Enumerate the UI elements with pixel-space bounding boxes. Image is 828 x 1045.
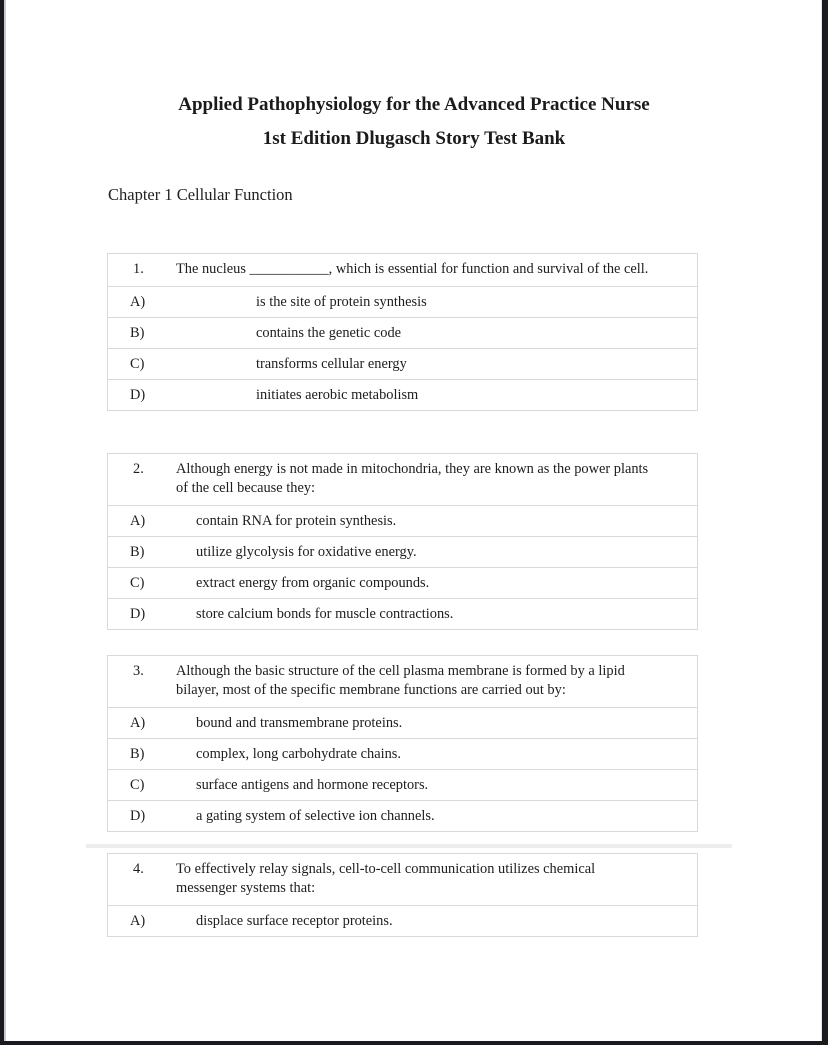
option-letter: C) xyxy=(130,776,145,793)
question-row xyxy=(108,254,697,287)
option-row xyxy=(108,349,697,380)
question-text: Although energy is not made in mitochondria, they are known as the power plants of the cell because they: xyxy=(176,461,649,496)
question-row xyxy=(108,454,697,506)
question-text: The nucleus ___________, which is essential for function and survival of the cell. xyxy=(176,261,649,277)
option-row xyxy=(108,739,697,770)
question-table-3 xyxy=(107,655,698,832)
option-letter: A) xyxy=(130,293,146,310)
option-letter: A) xyxy=(130,714,146,731)
question-row xyxy=(108,656,697,708)
option-letter: B) xyxy=(130,324,145,341)
window-edge-left-shade xyxy=(4,0,6,1045)
chapter-heading: Chapter 1 Cellular Function xyxy=(108,185,293,204)
question-number: 4. xyxy=(133,861,144,877)
option-text: is the site of protein synthesis xyxy=(256,293,427,310)
option-letter: A) xyxy=(130,512,146,529)
option-text: a gating system of selective ion channels. xyxy=(196,807,435,824)
window-edge-right xyxy=(822,0,828,1045)
page-break-divider xyxy=(86,844,732,848)
option-text: surface antigens and hormone receptors. xyxy=(196,776,429,793)
question-text: Although the basic structure of the cell plasma membrane is formed by a lipid bilayer, most of the specific membrane functions are carried out by: xyxy=(176,663,625,698)
option-row xyxy=(108,906,697,936)
option-letter: D) xyxy=(130,807,146,824)
option-row xyxy=(108,568,697,599)
document-title xyxy=(0,88,828,156)
option-row xyxy=(108,599,697,629)
option-letter: A) xyxy=(130,912,146,929)
option-letter: D) xyxy=(130,605,146,622)
option-text: complex, long carbohydrate chains. xyxy=(196,745,401,762)
window-edge-right-shade xyxy=(821,0,822,1045)
option-text: transforms cellular energy xyxy=(256,355,407,372)
option-row xyxy=(108,318,697,349)
option-row xyxy=(108,801,697,831)
question-text: To effectively relay signals, cell-to-cell communication utilizes chemical messenger systems that: xyxy=(176,861,596,896)
option-text: extract energy from organic compounds. xyxy=(196,574,430,591)
option-row xyxy=(108,770,697,801)
option-letter: D) xyxy=(130,386,146,403)
option-text: utilize glycolysis for oxidative energy. xyxy=(196,543,417,560)
option-letter: C) xyxy=(130,355,145,372)
question-number: 2. xyxy=(133,461,144,477)
option-text: bound and transmembrane proteins. xyxy=(196,714,403,731)
option-letter: C) xyxy=(130,574,145,591)
question-table-1 xyxy=(107,253,698,411)
question-number: 3. xyxy=(133,663,144,679)
option-letter: B) xyxy=(130,543,145,560)
question-row xyxy=(108,854,697,906)
question-table-4 xyxy=(107,853,698,937)
option-letter: B) xyxy=(130,745,145,762)
option-text: store calcium bonds for muscle contractions. xyxy=(196,605,454,622)
option-row xyxy=(108,380,697,410)
option-row xyxy=(108,287,697,318)
option-row xyxy=(108,708,697,739)
title-line-1: Applied Pathophysiology for the Advanced Practice Nurse xyxy=(178,94,650,115)
question-number: 1. xyxy=(133,261,144,277)
question-table-2 xyxy=(107,453,698,630)
option-text: contain RNA for protein synthesis. xyxy=(196,512,397,529)
window-edge-bottom xyxy=(0,1041,828,1045)
option-text: contains the genetic code xyxy=(256,324,402,341)
option-text: initiates aerobic metabolism xyxy=(256,386,419,403)
option-row xyxy=(108,537,697,568)
title-line-2: 1st Edition Dlugasch Story Test Bank xyxy=(262,128,566,149)
option-row xyxy=(108,506,697,537)
option-text: displace surface receptor proteins. xyxy=(196,912,393,929)
